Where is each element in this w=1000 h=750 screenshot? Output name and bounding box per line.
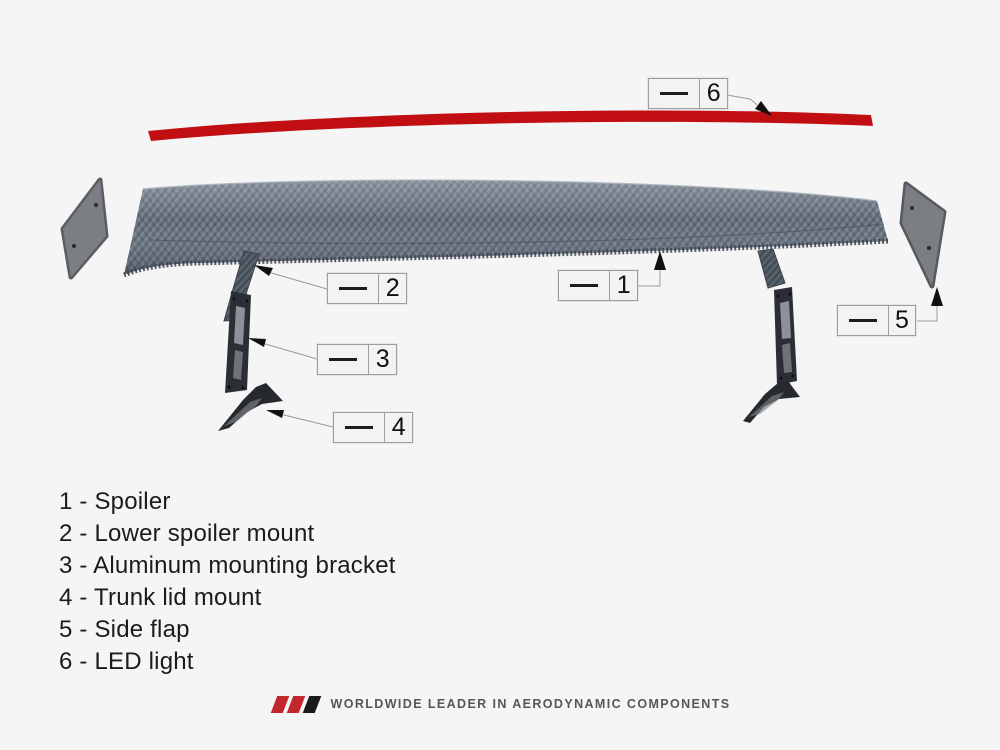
legend-item-led-light: 6 - LED light [59, 648, 194, 675]
side-flap-right [902, 184, 944, 286]
led-light-strip [148, 110, 873, 141]
legend-item-trunk-lid-mount: 4 - Trunk lid mount [59, 584, 262, 611]
leader-line-6 [727, 95, 757, 105]
dash-icon [570, 284, 598, 287]
legend-item-side-flap: 5 - Side flap [59, 616, 190, 643]
legend-item-lower-mount: 2 - Lower spoiler mount [59, 520, 315, 547]
dash-icon [660, 92, 688, 95]
brand-logo-icon [270, 696, 318, 713]
leader-line-5 [917, 306, 937, 321]
arrow-3-icon [248, 338, 266, 347]
callout-side-flap [837, 305, 916, 336]
callout-number: 4 [391, 413, 406, 441]
arrow-2-icon [254, 265, 273, 276]
callout-spoiler [558, 270, 638, 301]
callout-number: 1 [616, 271, 631, 299]
legend-item-bracket: 3 - Aluminum mounting bracket [59, 552, 396, 579]
arrow-4-icon [266, 410, 284, 418]
legend-item-spoiler: 1 - Spoiler [59, 488, 171, 515]
arrow-1-icon [654, 251, 666, 270]
parts-legend [59, 486, 396, 678]
dash-icon [345, 426, 373, 429]
footer [0, 691, 1000, 717]
arrow-5-icon [931, 287, 943, 306]
callout-number: 2 [385, 274, 400, 302]
leader-line-1 [638, 270, 660, 286]
side-flap-left [63, 180, 106, 277]
callout-lower-spoiler-mount [327, 273, 407, 304]
callout-number: 6 [706, 79, 721, 107]
callout-led-light [648, 78, 728, 109]
leader-line-2 [268, 272, 327, 289]
lower-spoiler-mount-right [758, 249, 785, 288]
callout-number: 3 [375, 345, 390, 373]
callout-aluminum-mounting-bracket [317, 344, 397, 375]
callout-number: 5 [894, 306, 909, 334]
leader-line-3 [262, 343, 317, 359]
dash-icon [849, 319, 877, 322]
trunk-lid-mount-right [743, 381, 800, 423]
dash-icon [329, 358, 357, 361]
footer-tagline: WORLDWIDE LEADER IN AERODYNAMIC COMPONENTS [330, 697, 731, 711]
dash-icon [339, 287, 367, 290]
leader-line-4 [280, 414, 333, 427]
mounting-bracket-right [774, 287, 797, 385]
callout-trunk-lid-mount [333, 412, 413, 443]
